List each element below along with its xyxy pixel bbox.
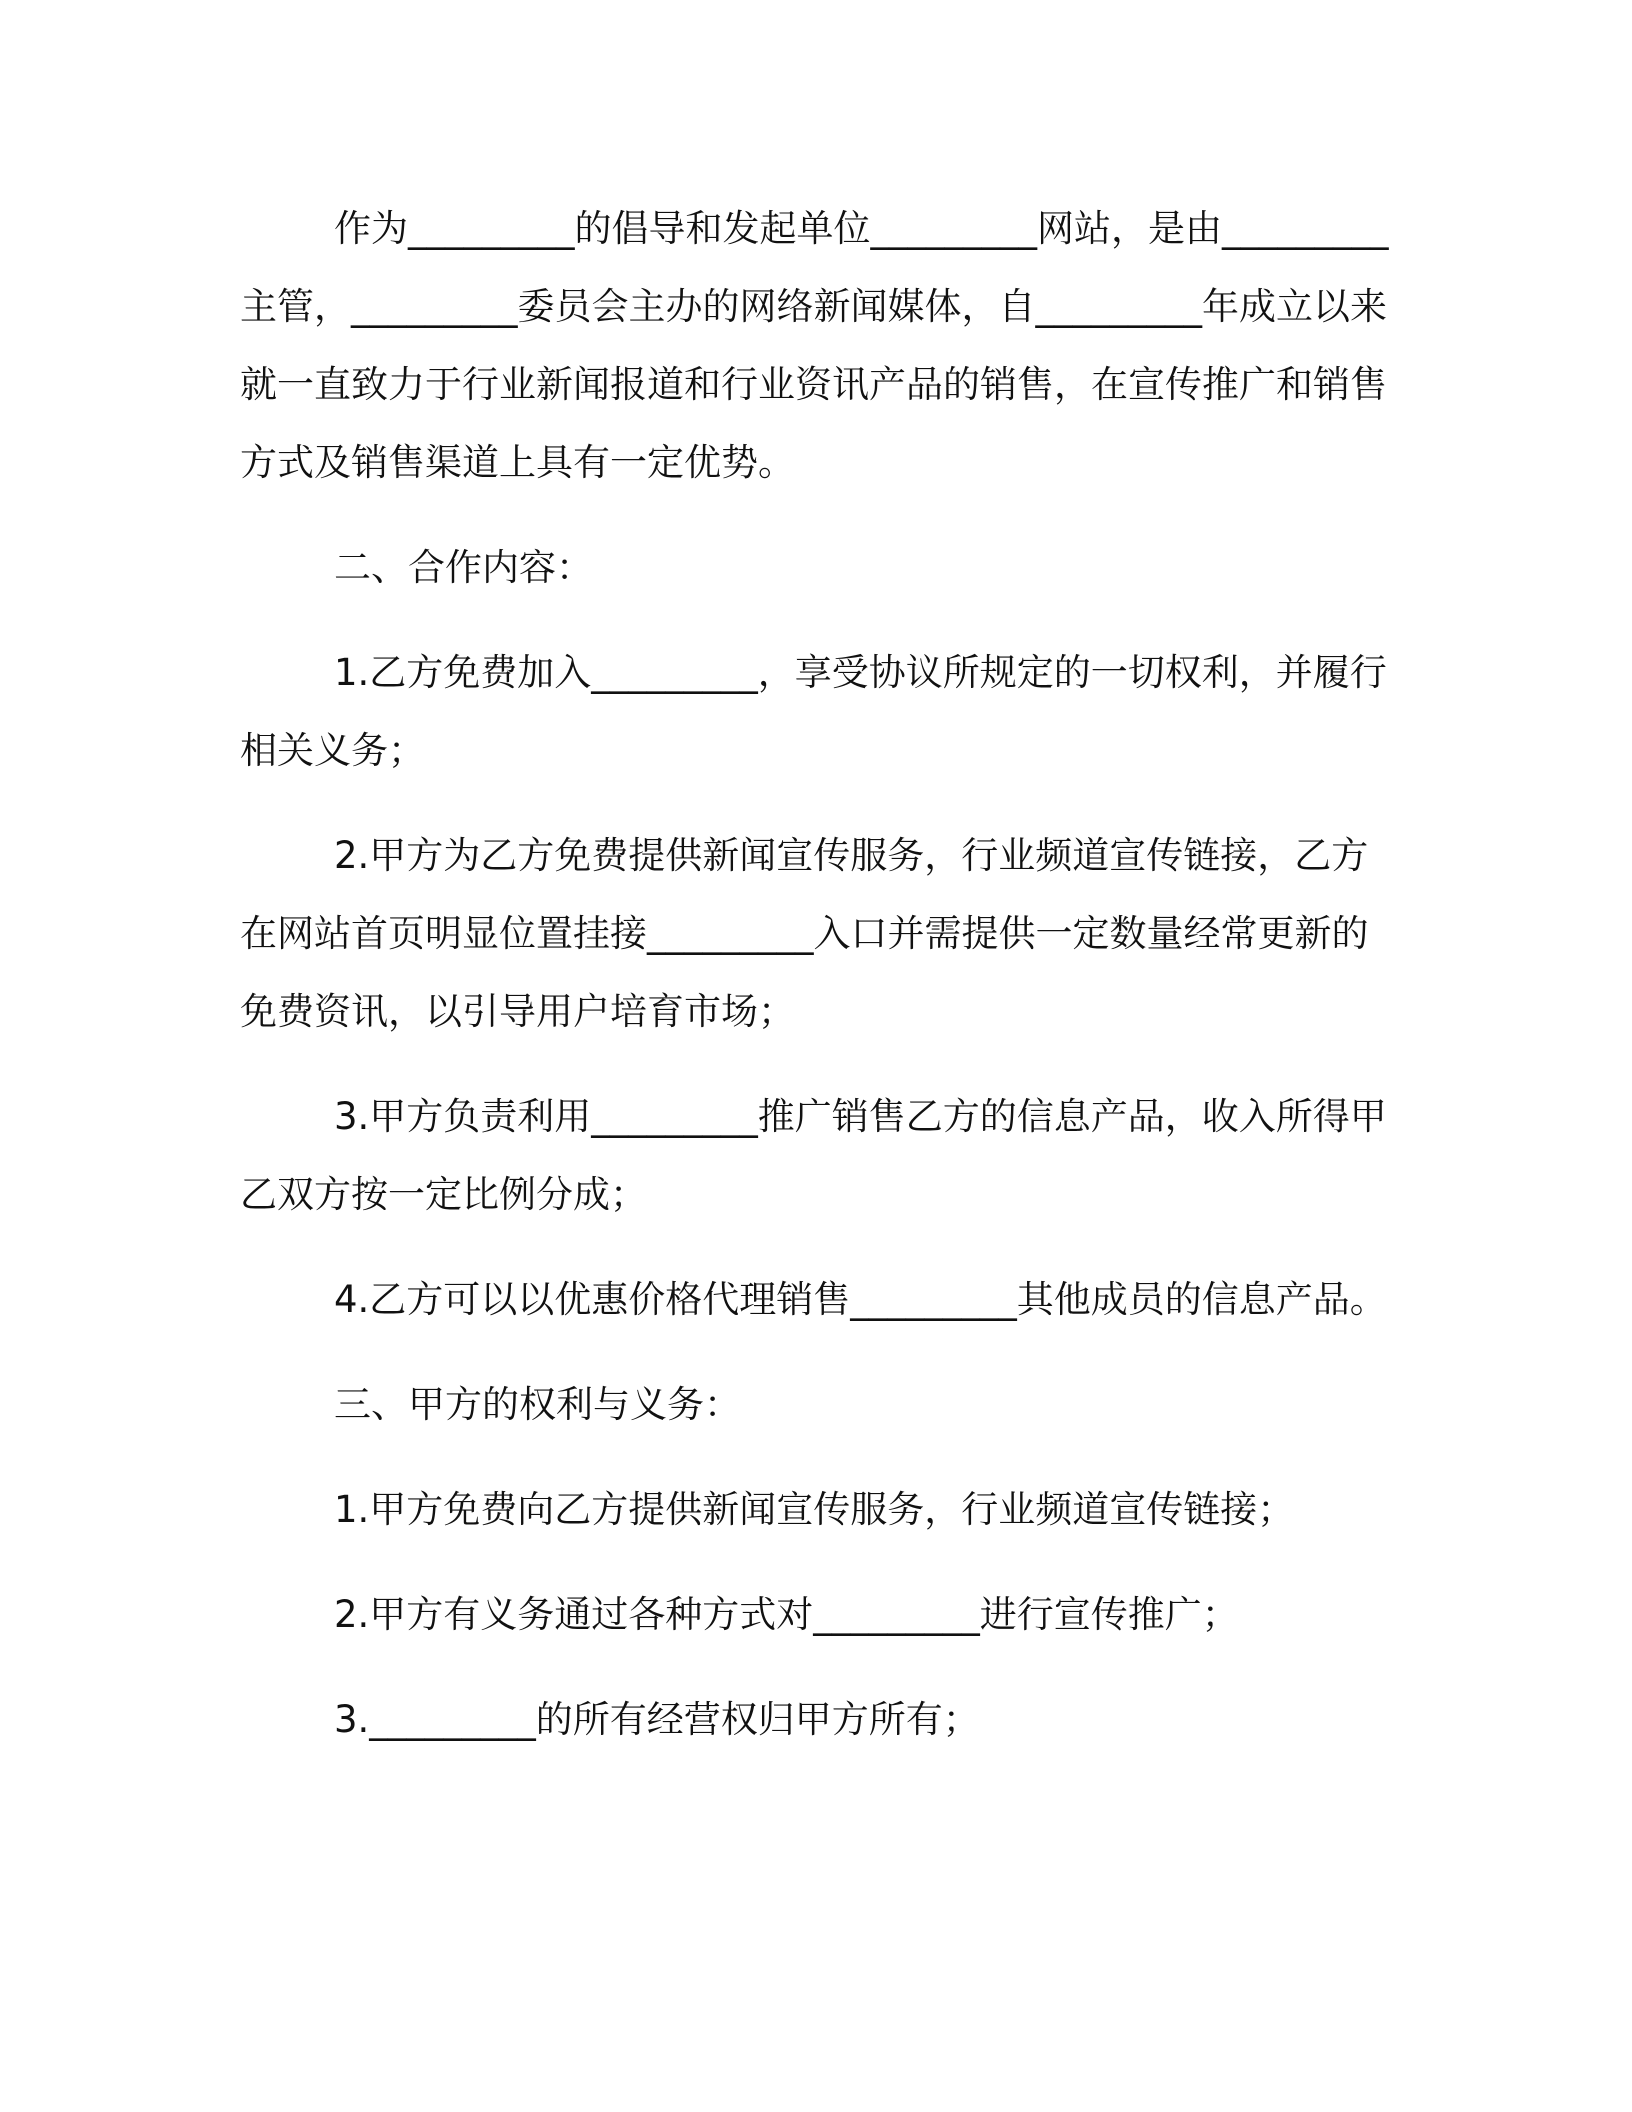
section-2-heading: 二、合作内容： [334,546,593,589]
section-3-heading: 三、甲方的权利与义务： [334,1383,741,1426]
section-3-item-3: 3._________的所有经营权归甲方所有； [334,1698,980,1741]
section-2-item-4: 4.乙方可以以优惠价格代理销售_________其他成员的信息产品。 [334,1278,1387,1321]
document-body [240,190,1390,1786]
section-2-item-1: 1.乙方免费加入_________，享受协议所规定的一切权利，并履行相关义务； [240,651,1387,772]
section-2-item-3: 3.甲方负责利用_________推广销售乙方的信息产品，收入所得甲乙双方按一定比例分成； [240,1095,1387,1216]
section-3-item-1: 1.甲方免费向乙方提供新闻宣传服务，行业频道宣传链接； [334,1488,1295,1531]
section-2-item-2: 2.甲方为乙方免费提供新闻宣传服务，行业频道宣传链接，乙方在网站首页明显位置挂接_________入口并需提供一定数量经常更新的免费资讯，以引导用户培育市场； [240,834,1369,1033]
section-3-item-2: 2.甲方有义务通过各种方式对_________进行宣传推广； [334,1593,1239,1636]
intro-paragraph: 作为_________的倡导和发起单位_________网站，是由_________主管，_________委员会主办的网络新闻媒体，自_________年成立以来就一直致力于行业新闻报道和行业资讯产品的销售，在宣传推广和销售方式及销售渠道上具有一定优势。 [240,207,1389,484]
